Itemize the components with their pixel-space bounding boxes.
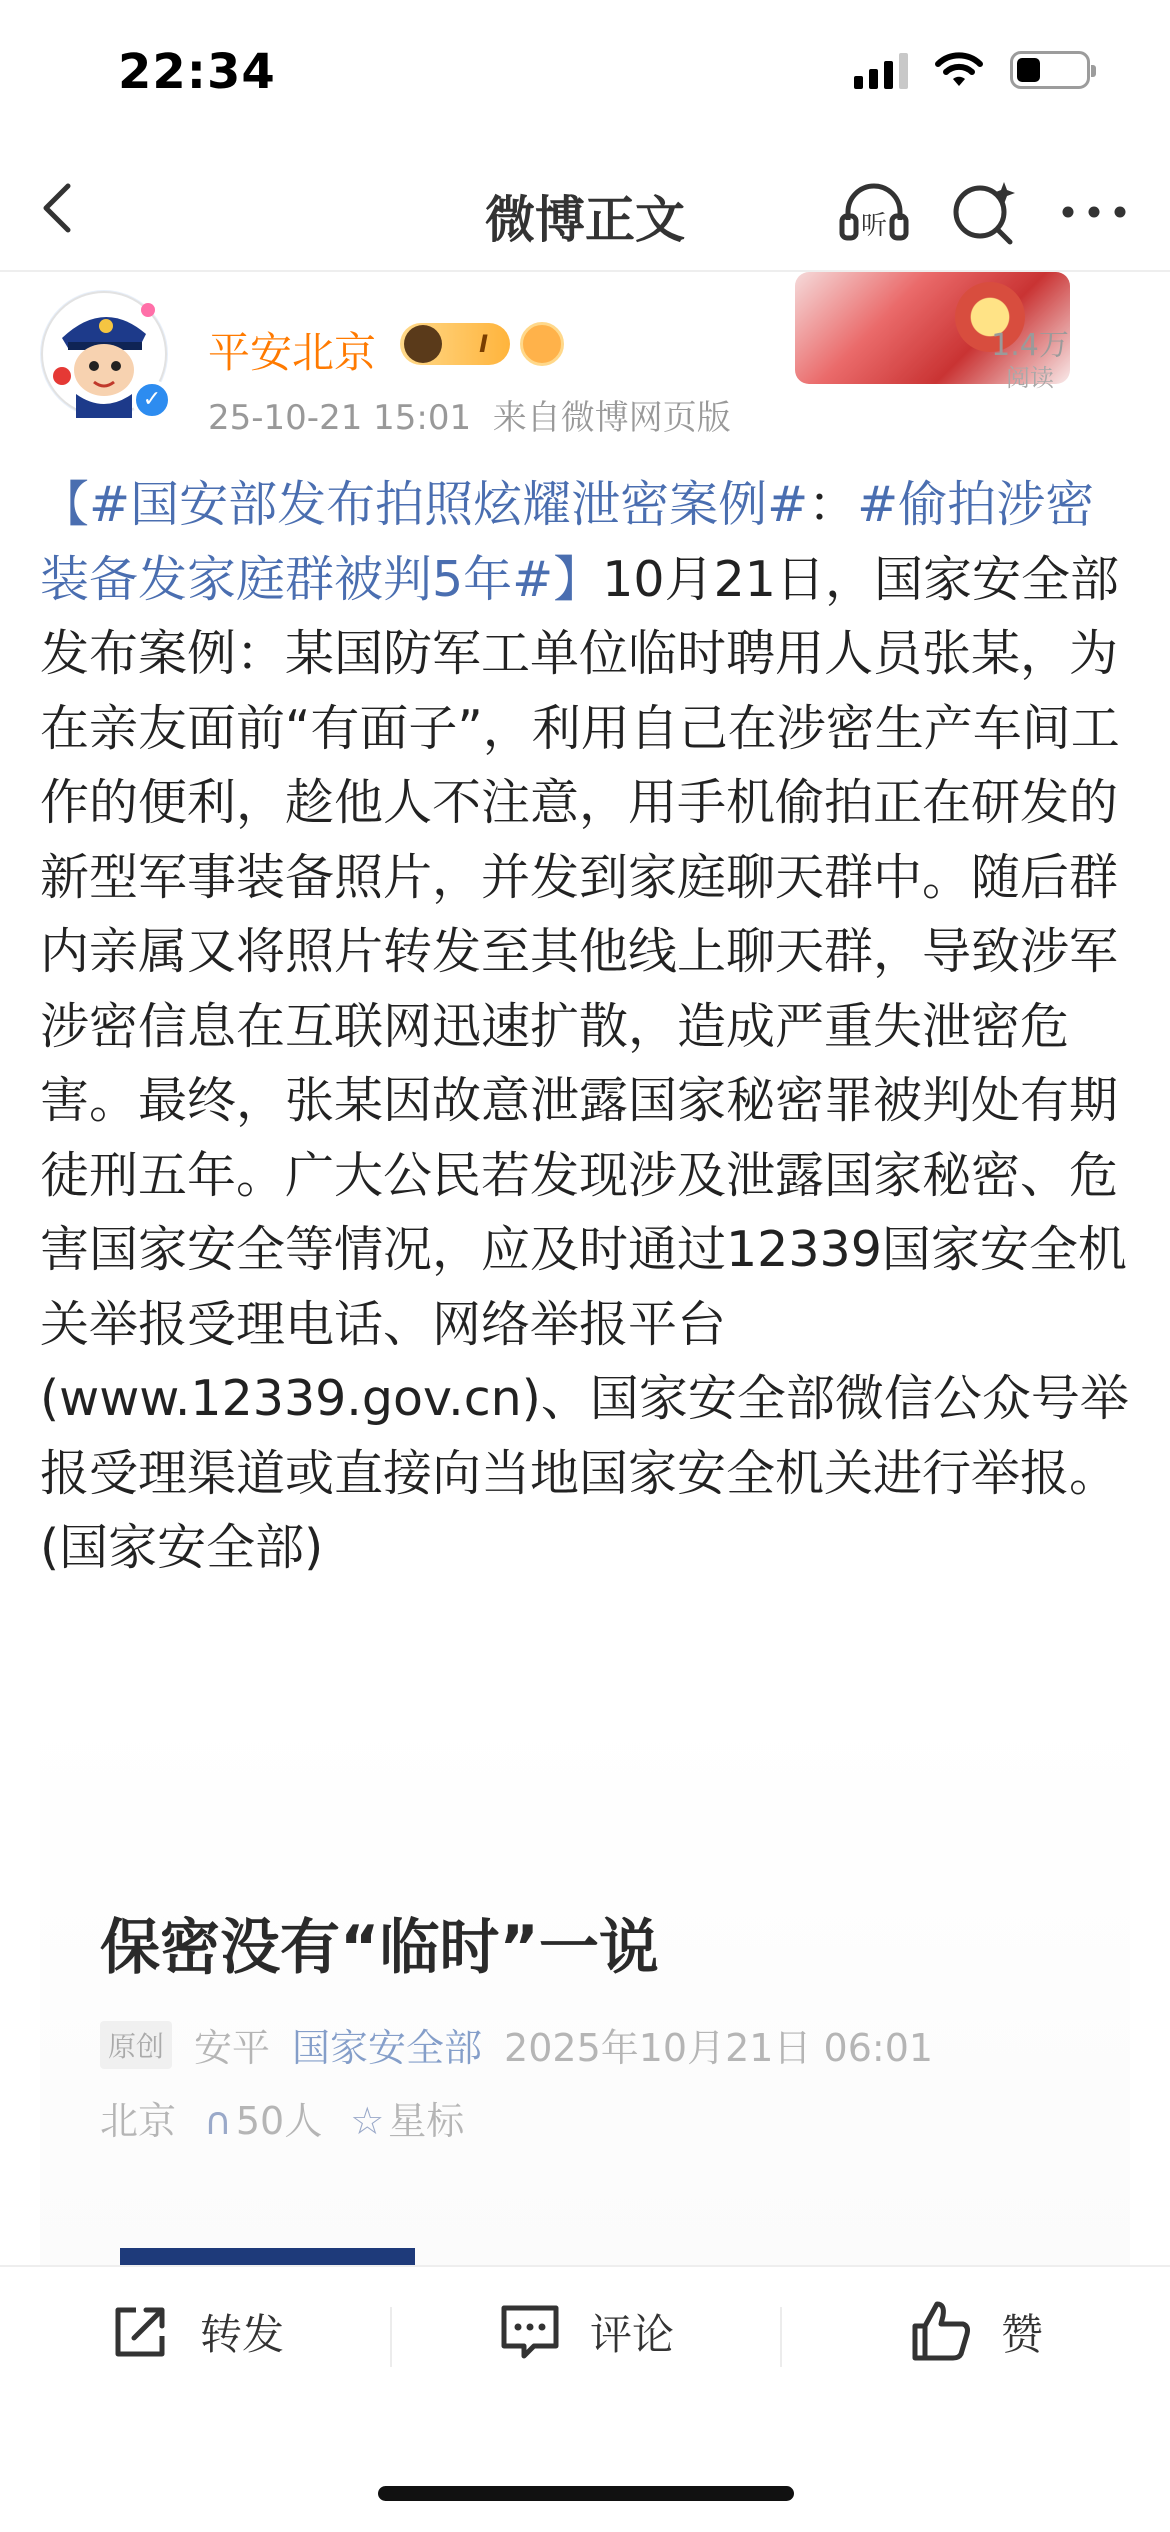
status-bar [0, 0, 1170, 150]
topic-bracket-close: 】 [553, 550, 603, 608]
verified-icon: ✓ [132, 380, 172, 420]
article-author: 安平 [194, 2026, 271, 2070]
topic-link-2[interactable]: #偷拍涉密装备发家庭群被判5年# [40, 476, 1095, 608]
star-icon: ☆ [350, 2099, 385, 2143]
member-badge-label: I [479, 330, 488, 358]
more-icon[interactable] [1056, 174, 1132, 250]
status-time: 22:34 [118, 44, 276, 100]
article-meta [100, 2017, 933, 2072]
nav-actions [836, 174, 1132, 250]
original-tag: 原创 [100, 2021, 172, 2069]
article-meta-secondary [100, 2090, 464, 2145]
post-header [0, 272, 1170, 462]
article-title: 保密没有“临时”一说 [100, 1913, 659, 1983]
post-text: 10月21日，国家安全部发布案例：某国防军工单位临时聘用人员张某，为在亲友面前“有面子”，利用自己在涉密生产车间工作的便利，趁他人不注意，用手机偷拍正在研发的新型军事装备照片，并发到家庭聊天群中。随后群内亲属又将照片转发至其他线上聊天群，导致涉军涉密信息在互联网迅速扩散，造成严重失泄密危害。最终，张某因故意泄露国家秘密罪被判处有期徒刑五年。广大公民若发现涉及泄露国家秘密、危害国家安全等情况，应及时通过12339国家安全机关举报受理电话、网络举报平台(www.12339.gov.cn)、国家安全部微信公众号举报受理渠道或直接向当地国家安全机关进行举报。(国家安全部) [40, 550, 1129, 1576]
like-label: 赞 [1000, 2310, 1043, 2359]
read-count [960, 330, 1100, 394]
article-image-strip [120, 2248, 415, 2265]
article-card[interactable] [40, 1705, 1130, 2265]
like-button[interactable] [780, 2267, 1170, 2397]
article-location: 北京 [100, 2099, 177, 2143]
repost-icon [106, 2298, 174, 2366]
home-indicator [378, 2486, 794, 2501]
post-source: 来自微博网页版 [492, 398, 731, 438]
crown-member-badge-icon[interactable] [400, 323, 510, 365]
listen-label: 听 [860, 211, 888, 241]
article-account[interactable]: 国家安全部 [292, 2026, 483, 2070]
search-ai-icon[interactable] [946, 174, 1022, 250]
repost-button[interactable] [0, 2267, 390, 2397]
read-count-label: 阅读 [1006, 364, 1054, 392]
topic-bracket-open: 【 [40, 476, 90, 533]
comment-label: 评论 [589, 2310, 674, 2359]
post-meta [208, 390, 731, 439]
cellular-signal-icon [854, 51, 908, 89]
article-listeners: ∩ 50人 [204, 2099, 323, 2143]
comment-button[interactable] [390, 2267, 780, 2397]
headphones-icon: ∩ [204, 2099, 232, 2143]
thumbs-up-icon [907, 2298, 975, 2366]
wifi-icon [934, 50, 984, 90]
status-icons [854, 50, 1090, 90]
post-timestamp: 25-10-21 15:01 [208, 398, 472, 438]
article-star[interactable]: ☆ 星标 [350, 2099, 465, 2143]
page-title: 微博正文 [485, 191, 685, 249]
read-count-value: 1.4万 [991, 328, 1069, 363]
user-name[interactable]: 平安北京 [208, 328, 377, 377]
action-bar [0, 2265, 1170, 2435]
listen-headphones-icon[interactable] [836, 174, 912, 250]
topic-separator: ： [808, 476, 858, 533]
battery-icon [1010, 51, 1090, 89]
post-body [40, 468, 1140, 1586]
user-badges [400, 322, 564, 366]
fan-badge-icon[interactable] [520, 322, 564, 366]
article-date: 2025年10月21日 06:01 [504, 2026, 934, 2070]
battery-fill [1017, 58, 1040, 82]
avatar[interactable] [40, 290, 168, 418]
topic-link-1[interactable]: #国安部发布拍照炫耀泄密案例# [89, 476, 809, 533]
nav-bar [0, 150, 1170, 272]
comment-icon [496, 2298, 564, 2366]
repost-label: 转发 [199, 2310, 284, 2359]
